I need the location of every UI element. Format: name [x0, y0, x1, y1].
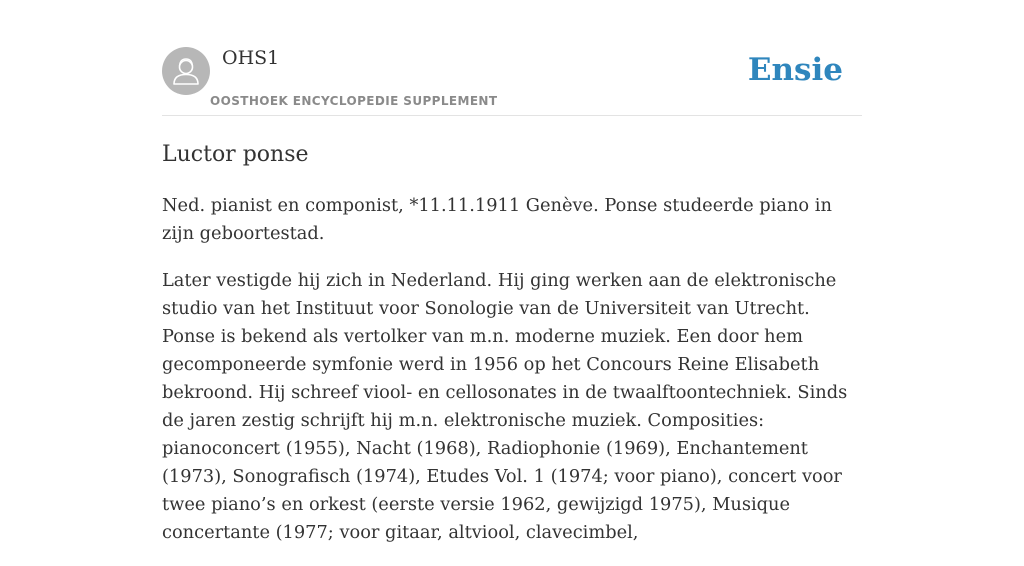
article-title: Luctor ponse	[162, 142, 309, 167]
user-icon	[162, 47, 210, 95]
source-label[interactable]: OOSTHOEK ENCYCLOPEDIE SUPPLEMENT	[210, 94, 498, 108]
article-paragraph: Later vestigde hij zich in Nederland. Hij ging werken aan de elektronische studio van het Instituut voor Sonologie van de Universiteit van Utrecht. Ponse is bekend als vertolker van m.n. moderne muziek. Een door hem gecomponeerde symfonie werd in 1956 op het Concours Reine Elisabeth bekroond. Hij schreef viool- en cellosonates in de twaalftoontechniek. Sinds de jaren zestig schrijft hij m.n. elektronische muziek. Composities: pianoconcert (1955), Nacht (1968), Radiophonie (1969), Enchantement (1973), Sonografisch (1974), Etudes Vol. 1 (1974; voor piano), concert voor twee piano’s en orkest (eerste versie 1962, gewijzigd 1975), Musique concertante (1977; voor gitaar, altviool, clavecimbel,	[162, 270, 848, 543]
header	[162, 46, 862, 116]
author-name[interactable]: OHS1	[222, 47, 280, 69]
author-avatar[interactable]	[162, 47, 210, 95]
brand-logo[interactable]: Ensie	[747, 52, 843, 88]
article-paragraph: Ned. pianist en componist, *11.11.1911 Genève. Ponse studeerde piano in zijn geboortestad.	[162, 195, 832, 244]
article-body	[162, 192, 862, 566]
